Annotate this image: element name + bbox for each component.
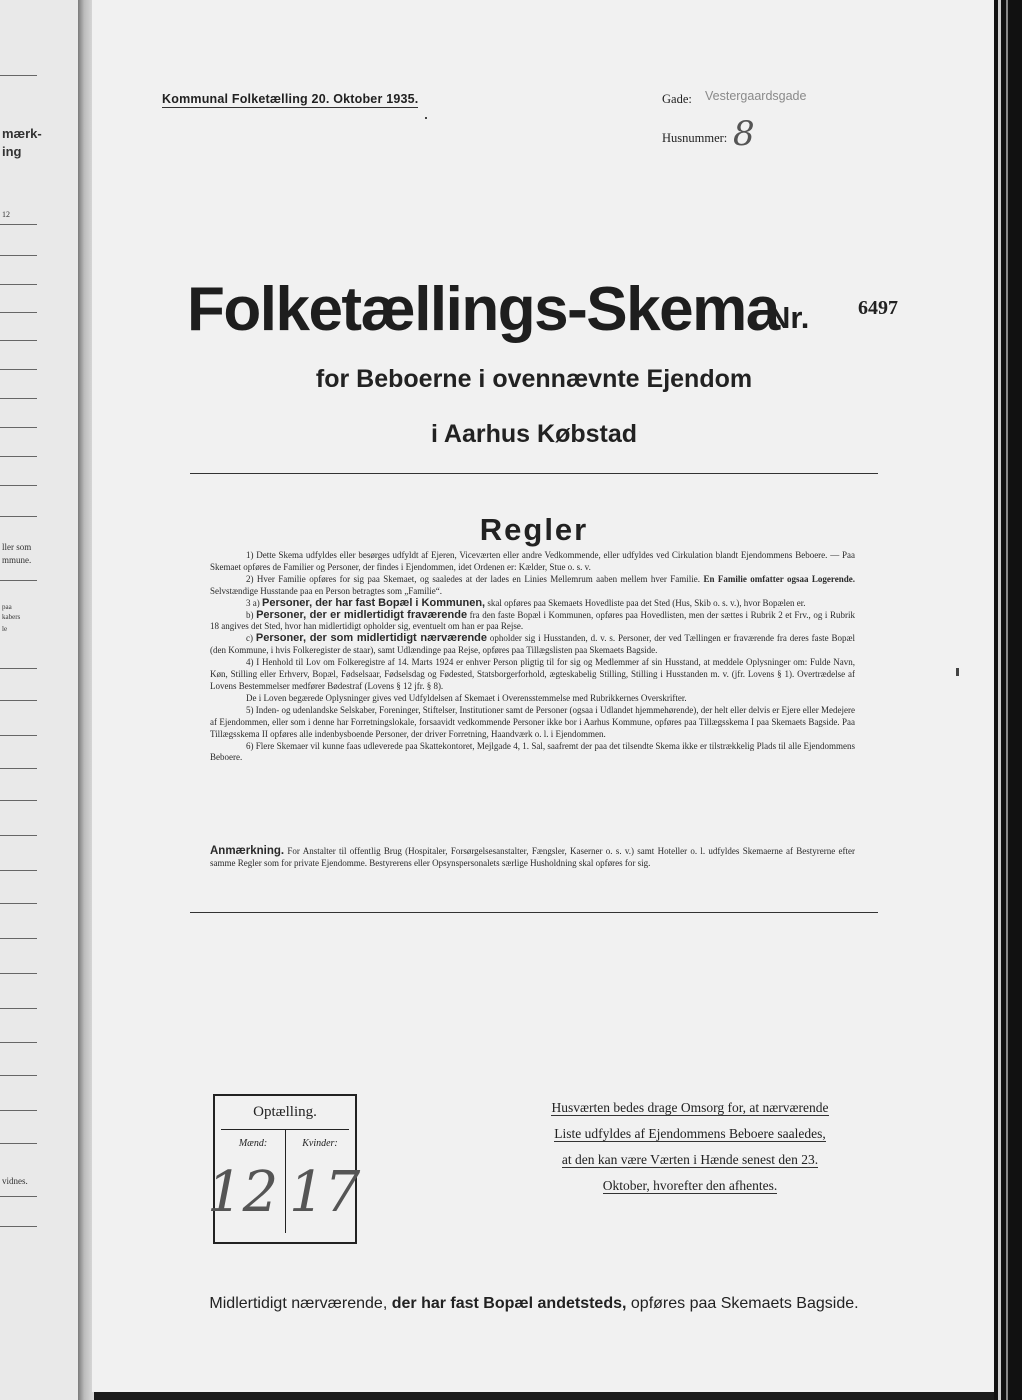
men-count: 12 [207, 1160, 279, 1225]
scan-right-edge [994, 0, 1022, 1400]
form-subtitle: for Beboerne i ovennævnte Ejendom [315, 365, 753, 393]
men-label: Mænd: [238, 1138, 268, 1149]
footer-part: Midlertidigt nærværende, [209, 1295, 388, 1312]
rules-text [210, 550, 855, 764]
left-fragment: mmune. [2, 555, 32, 565]
divider-top [190, 473, 878, 474]
count-title: Optælling. [253, 1104, 317, 1120]
rule-2: 2) Hver Familie opføres for sig paa Skemaet, og saaledes at der lades en Linies Mellemrum aaben mellem hver Familie. En Familie omfatter ogsaa Logerende. Selvstændige Husstande paa en Person betragtes som „Familie“. [210, 573, 855, 596]
footer-part: opføres paa Skemaets Bagside. [630, 1295, 859, 1312]
left-page-strip [0, 0, 78, 1400]
left-fragment: le [2, 625, 8, 633]
count-divider-vertical [285, 1129, 286, 1233]
left-fragment: vidnes. [2, 1176, 28, 1186]
rule-3a: 3 a) Personer, der har fast Bopæl i Kommunen, skal opføres paa Skemaets Hovedliste paa det Sted (Hus, Skib o. s. v.), hvor Bopælen er. [246, 596, 806, 609]
notice-line: Liste udfyldes af Ejendommens Beboere saaledes, [554, 1126, 826, 1141]
census-header-title: Kommunal Folketælling 20. Oktober 1935. [162, 92, 419, 106]
left-fragment: kabers [2, 613, 21, 621]
rule-5: 5) Inden- og udenlandske Selskaber, Foreninger, Stiftelser, Institutioner samt de Personer (ogsaa i Udlandet hjemmehørende), der helt eller delvis er Ejere eller Medejere af Ejendommen, eller som i denne har Forretningslokale, forsaavidt vedkommende Personer ikke bor i Aarhus Kommune, opføres paa Tillægsskema I paa Skemaets Bagside. Paa Tillægsskema II opføres alle indenbysboende Personer, der driver Forretning, Haandværk o. l. i Ejendommen. [210, 704, 855, 739]
women-count: 17 [289, 1160, 361, 1225]
notice-line: Oktober, hvorefter den afhentes. [602, 1178, 778, 1193]
rule-3c: c) Personer, der som midlertidigt nærværende opholder sig i Husstanden, d. v. s. Personer, der ved Tællingen er fraværende fra deres faste Bopæl (den Kommune, i hvis Folkeregister de staar), samt Udlændinge paa Rejse, opføres paa Tillægslisten paa Skemaets Bagside. [210, 632, 856, 656]
count-box [207, 1094, 361, 1244]
ink-speck [956, 668, 959, 676]
rule-4: 4) I Henhold til Lov om Folkeregistre af 14. Marts 1924 er enhver Person pligtig til for sig og Medlemmer af sin Husstand, at meddele Oplysninger om: Fulde Navn, Køn, Stilling eller Erhverv, Bopæl, Fødselsaar, Fødselsdag og Fødested, Statsborgerforhold, ægteskabelig Stilling, Stilling i Husstanden m. v. (jfr. Lovens § 1). Overtrædelse af Lovens Bestemmelser medfører Bødestraf (Lovens § 12 jfr. § 8). [210, 657, 855, 691]
rule-3b: b) Personer, der er midlertidigt fraværende fra den faste Bopæl i Kommunen, opføres paa Hovedlisten, men der sættes i Rubrik 2 et Frv., og i Rubrik 18 angives det Sted, hvor han midlertidigt opholder sig, eventuelt om han er paa Rejse. [210, 608, 855, 632]
form-title: Folketællings-Skema [187, 275, 779, 344]
husnummer-label: Husnummer: [662, 131, 728, 145]
remark-paragraph [210, 845, 855, 869]
left-fragment: ller som [2, 542, 32, 552]
divider-bottom [190, 912, 878, 913]
rule-1: 1) Dette Skema udfyldes eller besørges udfyldt af Ejeren, Viceværten eller andre Vedkommende, eller udfyldes ved Cirkulation blandt Ejendommens Beboere. — Paa Skemaet opføres de Familier og Personer, der findes i Ejendommen, idet Ordenen er: Kælder, Stue o. s. v. [210, 550, 855, 572]
rule-4b: De i Loven begærede Oplysninger gives ved Udfyldelsen af Skemaet i Overensstemmelse med Rubrikkernes Overskrifter. [246, 692, 687, 703]
left-fragment: ing [2, 144, 22, 159]
remark-text: For Anstalter til offentlig Brug (Hospitaler, Forsørgelsesanstalter, Fængsler, Kaserner o. s. v.) samt Hoteller o. l. udfyldes Skemaerne af Bestyrerne efter samme Regler som for private Ejendomme. Bestyrerens eller Opsynspersonalets særlige Husholdning skal opføres for sig. [210, 846, 856, 868]
notice-line: Husværten bedes drage Omsorg for, at nærværende [551, 1100, 829, 1115]
ink-speck [425, 117, 427, 119]
form-subtitle-city: i Aarhus Købstad [430, 420, 638, 448]
remark-lead: Anmærkning. [210, 845, 285, 857]
left-fragment: 12 [2, 210, 10, 219]
left-fragment: mærk- [2, 126, 42, 141]
footer-part-bold: der har fast Bopæl andetsteds, [391, 1295, 627, 1312]
women-label: Kvinder: [302, 1138, 338, 1149]
notice-line: at den kan være Værten i Hænde senest den 23. [561, 1152, 819, 1167]
rules-heading: Regler [479, 512, 589, 547]
rule-6: 6) Flere Skemaer vil kunne faas udleverede paa Skattekontoret, Mejlgade 4, 1. Sal, saafremt der paa det tilsendte Skema ikke er tilstrækkelig Plads til alle Ejendommens Beboere. [210, 740, 855, 763]
form-number-label: Nr. [768, 300, 810, 335]
husnummer-value: 8 [733, 114, 755, 154]
gade-value: Vestergaardsgade [705, 89, 807, 103]
gade-label: Gade: [662, 92, 692, 106]
left-fragment: paa [2, 603, 12, 611]
form-number-value: 6497 [858, 297, 898, 319]
footer-note [190, 1295, 878, 1313]
landlord-notice [510, 1100, 870, 1204]
